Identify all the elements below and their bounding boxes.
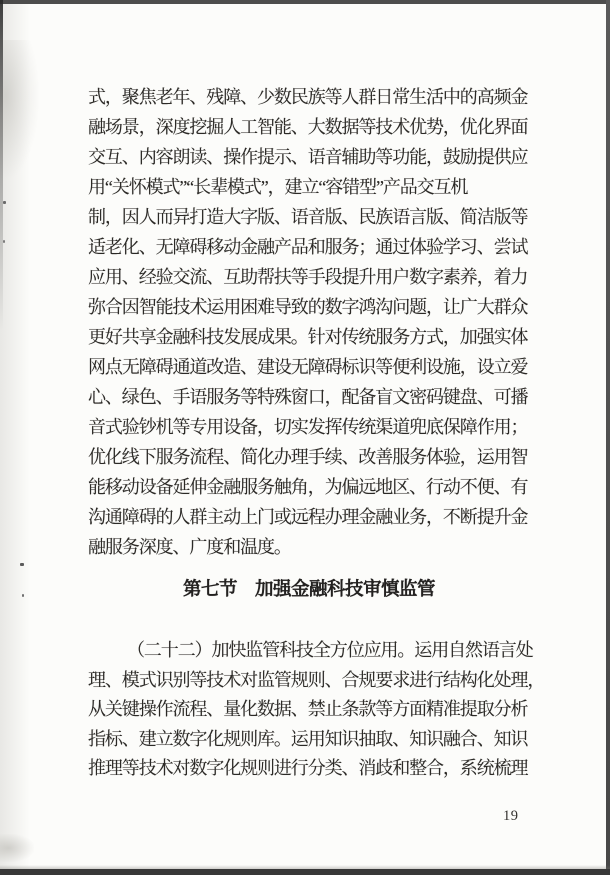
text-line: 融场景，深度挖掘人工智能、大数据等技术优势，优化界面 <box>88 117 528 137</box>
text-line: 指标、建立数字化规则库。运用知识抽取、知识融合、知识 <box>88 728 528 749</box>
text-line: （二十二）加快监管科技全方位应用。运用自然语言处 <box>127 640 533 660</box>
text-line: 应用、经验交流、互助帮扶等手段提升用户数字素养，着力 <box>88 267 528 287</box>
text-line: 音式验钞机等专用设备，切实发挥传统渠道兜底保障作用； <box>88 417 528 437</box>
text-line: 从关键操作流程、量化数据、禁止条款等方面精准提取分析 <box>88 699 528 720</box>
text-line: 制，因人而异打造大字版、语音版、民族语言版、简洁版等 <box>88 207 528 227</box>
scan-edge-left-sliver <box>0 0 3 330</box>
text-line: 式，聚焦老年、残障、少数民族等人群日常生活中的高频金 <box>88 87 528 107</box>
paragraph-item-22 <box>88 636 545 784</box>
ink-speck <box>3 201 6 204</box>
text-line: 心、绿色、手语服务等特殊窗口，配备盲文密码键盘、可播 <box>88 387 528 407</box>
scan-edge-right <box>606 0 610 875</box>
text-line: 融服务深度、广度和温度。 <box>88 537 291 557</box>
ink-speck <box>3 240 5 243</box>
scan-blotch-bottom-left <box>0 834 34 862</box>
scan-blotch-top-left <box>0 40 40 180</box>
text-line: 能移动设备延伸金融服务触角，为偏远地区、行动不便、有 <box>88 477 528 497</box>
ink-speck <box>20 563 24 566</box>
text-line: 弥合因智能技术运用困难导致的数字鸿沟问题，让广大群众 <box>88 297 528 317</box>
section-heading: 第七节 加强金融科技审慎监管 <box>182 580 435 600</box>
text-line: 交互、内容朗读、操作提示、语音辅助等功能，鼓励提供应 <box>88 147 528 167</box>
text-line: 理、模式识别等技术对监管规则、合规要求进行结构化处理， <box>88 669 545 690</box>
scan-edge-top <box>0 0 610 4</box>
scan-edge-bottom <box>0 869 610 875</box>
text-line: 网点无障碍通道改造、建设无障碍标识等便利设施，设立爱 <box>88 357 528 377</box>
text-line: 适老化、无障碍移动金融产品和服务；通过体验学习、尝试 <box>88 237 528 257</box>
text-line: 用“关怀模式”“长辈模式”，建立“容错型”产品交互机 <box>88 177 468 197</box>
text-line: 沟通障碍的人群主动上门或远程办理金融业务，不断提升金 <box>88 507 528 527</box>
text-line: 推理等技术对数字化规则进行分类、消歧和整合，系统梳理 <box>88 758 528 779</box>
ink-speck <box>22 594 24 597</box>
text-line: 更好共享金融科技发展成果。针对传统服务方式，加强实体 <box>88 327 528 347</box>
paragraph-continuation <box>88 82 530 562</box>
text-line: 优化线下服务流程、简化办理手续、改善服务体验，运用智 <box>88 447 528 467</box>
page-number: 19 <box>503 808 519 824</box>
